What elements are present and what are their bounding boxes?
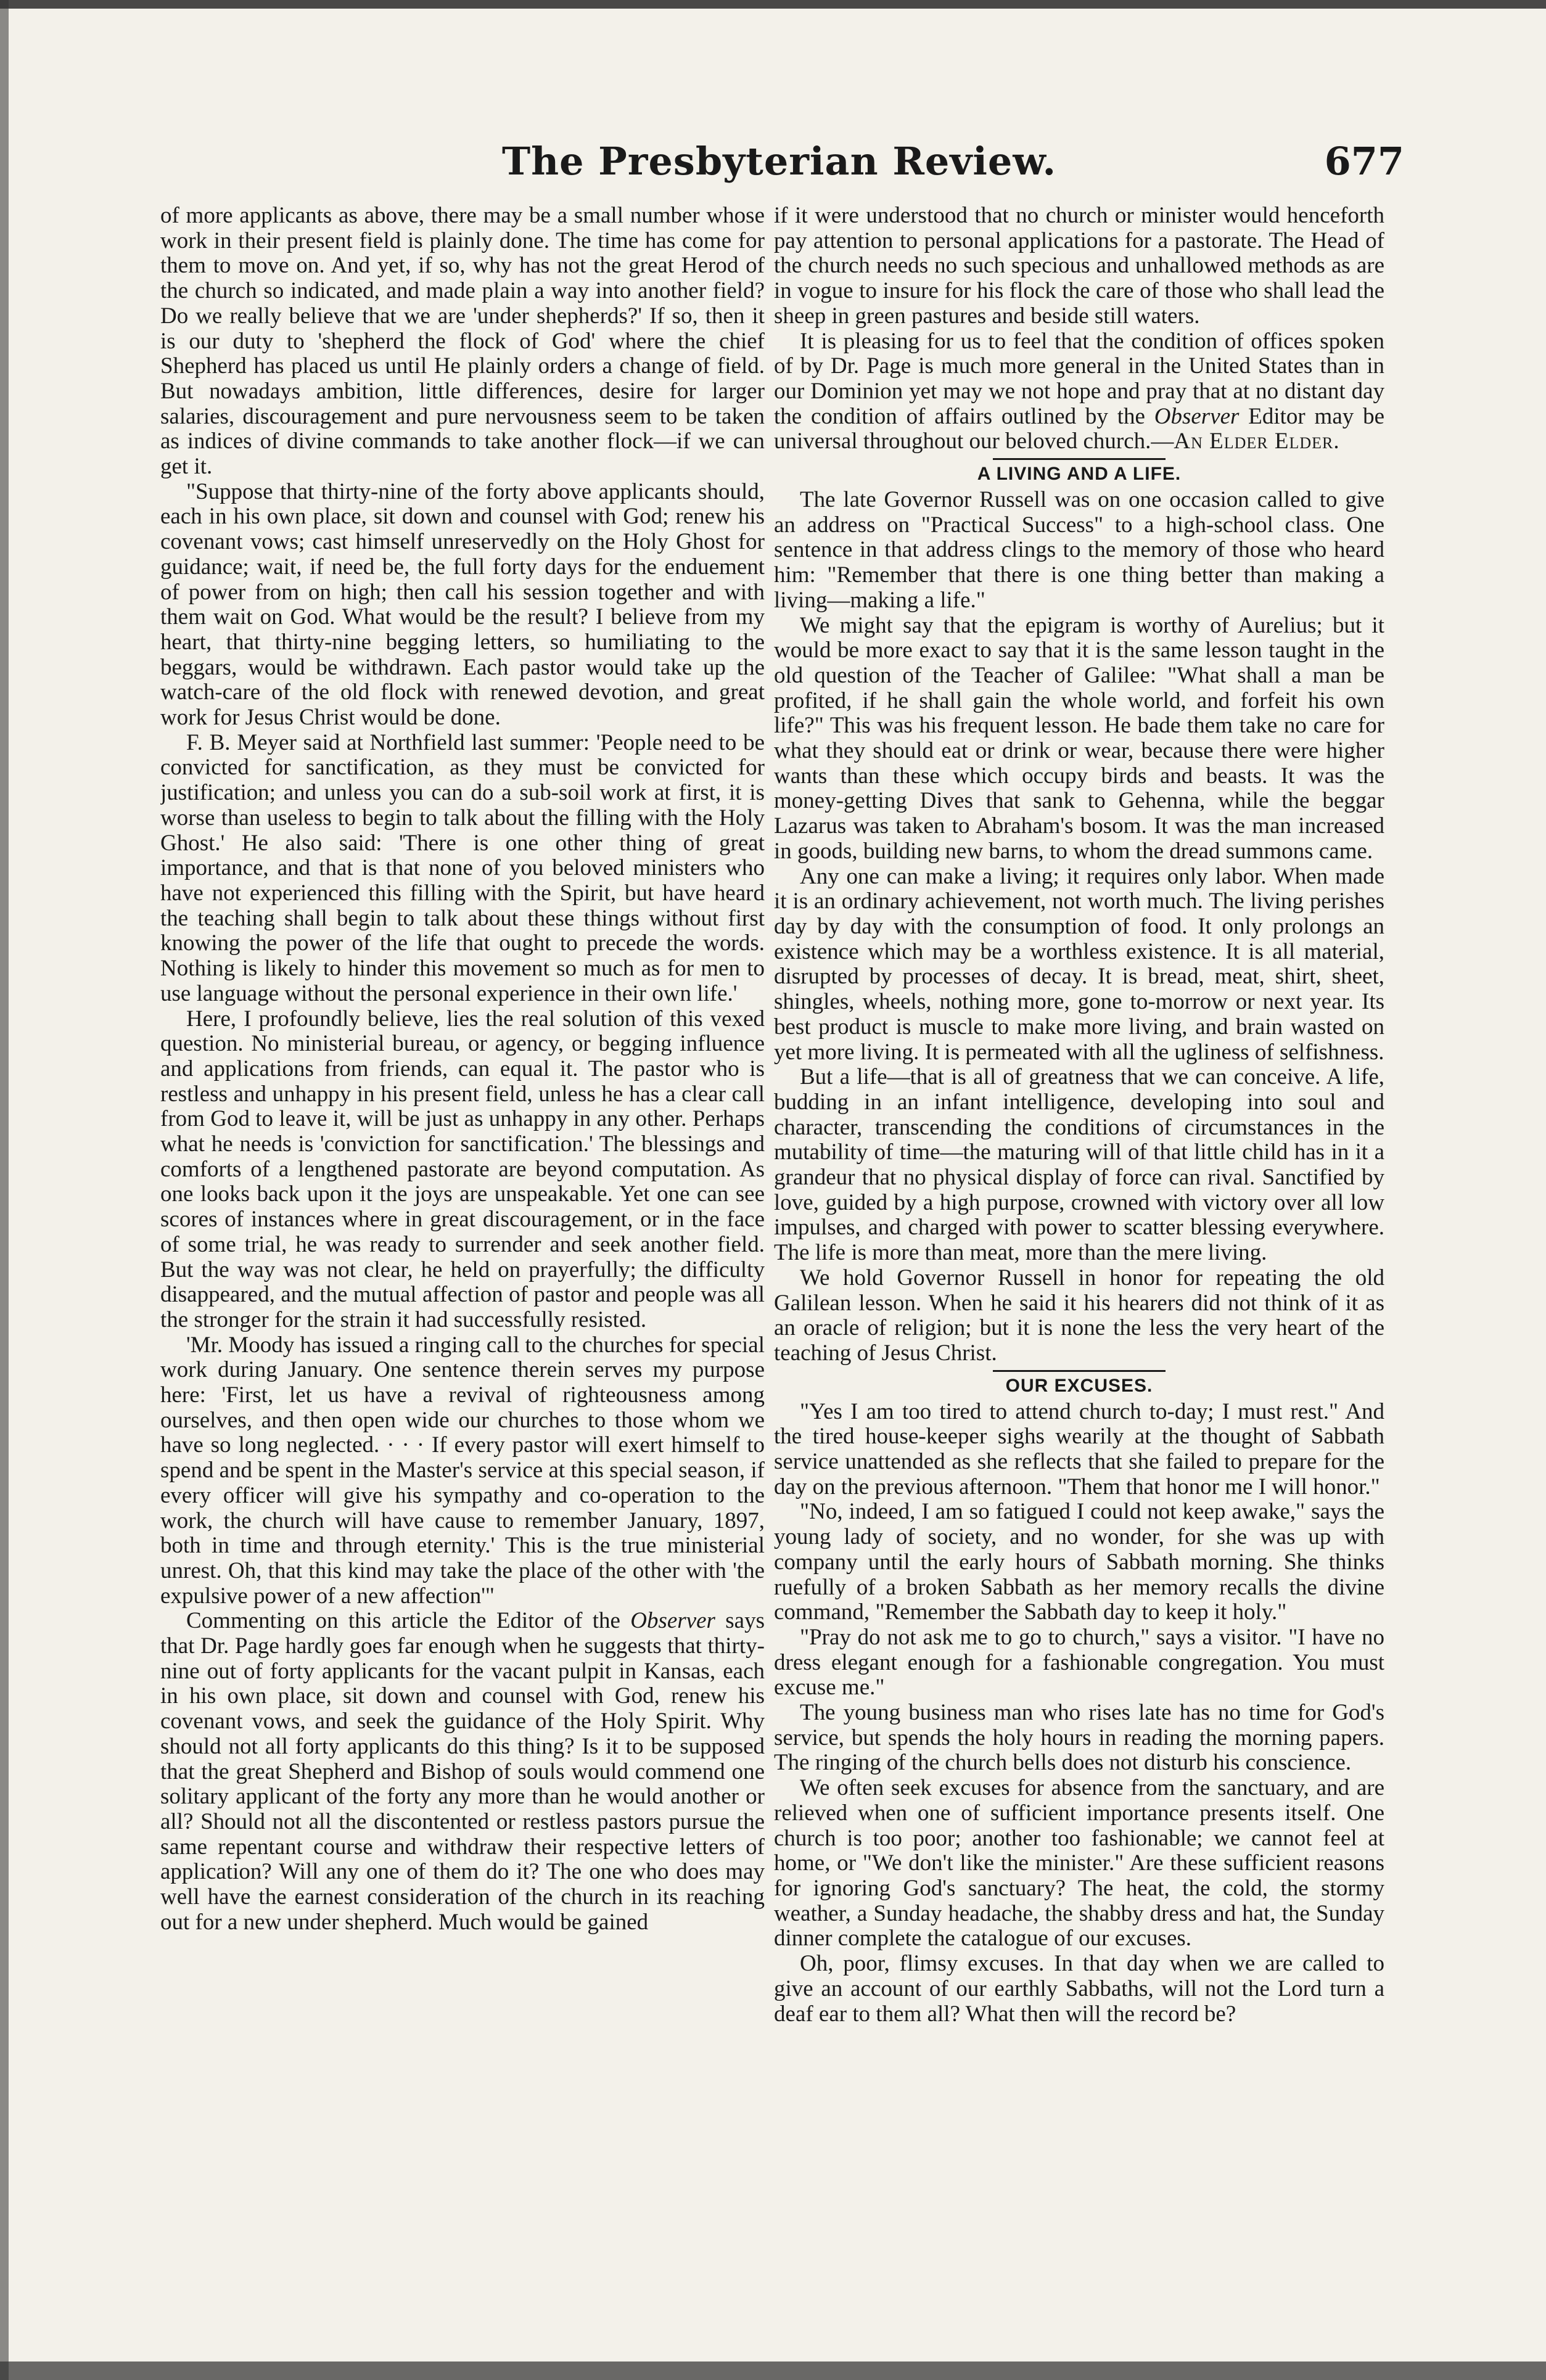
scan-bottom-edge bbox=[0, 2362, 1546, 2380]
paragraph: But a life—that is all of greatness that we can conceive. A life, budding in an infant intelligence, developing into soul and character, transcending the conditions of circumstances in the mutability of time—the maturing will of that little child has in it a grandeur that no physical display of force can rival. Sanctified by love, guided by a high purpose, crowned with victory over all low impulses, and charged with power to scatter blessing everywhere. The life is more than meat, more than the mere living. bbox=[774, 1064, 1384, 1266]
section-heading bbox=[774, 1370, 1384, 1398]
paragraph: Any one can make a living; it requires only labor. When made it is an ordinary achievement, not worth much. The living perishes day by day with the consumption of food. It only prolongs an existence which may be a worthless existence. It is all material, disrupted by processes of decay. It is bread, meat, shirt, sheet, shingles, wheels, nothing more, gone to-morrow or next year. Its best product is muscle to make more living, and brain wasted on yet more living. It is permeated with all the ugliness of selfishness. bbox=[774, 863, 1384, 1065]
paragraph: We hold Governor Russell in honor for repeating the old Galilean lesson. When he said it his hearers did not think of it as an oracle of religion; but it is none the less the very heart of the teaching of Jesus Christ. bbox=[774, 1265, 1384, 1366]
paragraph: We might say that the epigram is worthy of Aurelius; but it would be more exact to say that it is the same lesson taught in the old question of the Teacher of Galilee: "What shall a man be profited, if he shall gain the whole world, and forfeit his own life?" This was his frequent lesson. He bade them take no care for what they should eat or drink or wear, because there were higher wants than these which occupy birds and beasts. It was the money-getting Dives that sank to Gehenna, while the beggar Lazarus was taken to Abraham's bosom. It was the man increased in goods, building new barns, to whom the dread summons came. bbox=[774, 612, 1384, 864]
heading-rule bbox=[993, 458, 1166, 460]
paragraph: of more applicants as above, there may be a small number whose work in their present field is plainly done. The time has come for them to move on. And yet, if so, why has not the great Herod of the church so indicated, and made plain a way into another field? Do we really believe that we are 'under shepherds?' If so, then it is our duty to 'shepherd the flock of God' where the chief Shepherd has placed us until He plainly orders a change of field. But nowadays ambition, little differences, desire for larger salaries, discouragement and pure nervousness seem to be taken as indices of divine commands to take another flock—if we can get it. bbox=[160, 203, 765, 480]
left-column bbox=[160, 203, 765, 2325]
text-run: Commenting on this article the Editor of the bbox=[186, 1608, 631, 1634]
paragraph: "No, indeed, I am so fatigued I could not keep awake," says the young lady of society, and no wonder, for she was up with company until the early hours of Sabbath morning. She thinks ruefully of a broken Sabbath as her memory recalls the divine command, "Remember the Sabbath day to keep it holy." bbox=[774, 1499, 1384, 1625]
paragraph: We often seek excuses for absence from the sanctuary, and are relieved when one of sufficient importance presents itself. One church is too poor; another too fashionable; we cannot feel at home, or "We don't like the minister." Are these sufficient reasons for ignoring God's sanctuary? The heat, the cold, the stormy weather, a Sunday headache, the shabby dress and hat, the Sunday dinner complete the catalogue of our excuses. bbox=[774, 1775, 1384, 1951]
text-run: says that Dr. Page hardly goes far enough when he suggests that thirty-nine out of forty applicants for the vacant pulpit in Kansas, each in his own place, sit down and counsel with God, renew his covenant vows, and seek the guidance of the Holy Spirit. Why should not all forty applicants do this thing? Is it to be supposed that the great Shepherd and Bishop of souls would commend one solitary applicant of the forty any more than he would another or all? Should not all the discontented or restless pastors pursue the same repentant course and withdraw their respective letters of application? Will any one of them do it? The one who does may well have the earnest consideration of the church in its reaching out for a new under shepherd. Much would be gained bbox=[160, 1608, 765, 1935]
italic-text: Observer bbox=[630, 1608, 715, 1634]
section-heading bbox=[774, 458, 1384, 486]
paragraph: Here, I profoundly believe, lies the real solution of this vexed question. No ministerial bureau, or agency, or begging influence and applications from friends, can equal it. The pastor who is restless and unhappy in his present field, unless he has a clear call from God to leave it, will be just as unhappy in any other. Perhaps what he needs is 'conviction for sanctification.' The blessings and comforts of a lengthened pastorate are beyond computation. As one looks back upon it the joys are unspeakable. Yet one can see scores of instances where in great discouragement, or in the face of some trial, he was ready to surrender and seek another field. But the way was not clear, he held on prayerfully; the difficulty disappeared, and the mutual affection of pastor and people was all the stronger for the strain it had successfully resisted. bbox=[160, 1006, 765, 1332]
text-run: It is pleasing for us to feel that the condition of offices spoken of by Dr. Page is much more general in the United States than in our Dominion yet may we not hope and pray that at no distant day the condition of affairs outlined by the bbox=[774, 328, 1384, 429]
paragraph: The young business man who rises late has no time for God's service, but spends the holy hours in reading the morning papers. The ringing of the church bells does not disturb his conscience. bbox=[774, 1700, 1384, 1776]
text-run: Editor may be universal throughout our beloved church.— bbox=[774, 403, 1384, 454]
paragraph: 'Mr. Moody has issued a ringing call to the churches for special work during January. One sentence therein serves my purpose here: 'First, let us have a revival of righteousness among ourselves, and then open wide our churches to those whom we have so long neglected. · · · If every pastor will exert himself to spend and be spent in the Master's service at this special season, if every officer will give his sympathy and co-operation to the work, the church will have cause to remember January, 1897, both in time and through eternity.' This is the true ministerial unrest. Oh, that this kind may take the place of the other with 'the expulsive power of a new affection'" bbox=[160, 1332, 765, 1609]
heading-text: OUR EXCUSES. bbox=[1005, 1375, 1153, 1396]
paragraph: F. B. Meyer said at Northfield last summer: 'People need to be convicted for sanctification, as they must be convicted for justification; and unless you can do a sub-soil work at first, it is worse than useless to begin to talk about the filling with the Holy Ghost.' He also said: 'There is one other thing of great importance, and that is that none of you beloved ministers who have not experienced this filling with the Spirit, but have heard the teaching shall begin to talk about these things without first knowing the power of the life that ought to precede the words. Nothing is likely to hinder this movement so much as for men to use language without the personal experience in their own life.' bbox=[160, 729, 765, 1006]
paragraph bbox=[774, 329, 1384, 455]
page-number: 677 bbox=[1324, 139, 1404, 184]
heading-rule bbox=[993, 1370, 1166, 1372]
paragraph: "Suppose that thirty-nine of the forty above applicants should, each in his own place, sit down and counsel with God; renew his covenant vows; cast himself unreservedly on the Holy Ghost for guidance; wait, if need be, the full forty days for the enduement of power from on high; then call his session together and with them wait on God. What would be the result? I believe from my heart, that thirty-nine begging letters, so humiliating to the beggars, would be withdrawn. Each pastor would take up the watch-care of the old flock with renewed devotion, and great work for Jesus Christ would be done. bbox=[160, 478, 765, 731]
paragraph: "Yes I am too tired to attend church to-day; I must rest." And the tired house-keeper sighs wearily at the thought of Sabbath service unattended as she reflects that she failed to prepare for the day on the previous afternoon. "Them that honor me I will honor." bbox=[774, 1398, 1384, 1500]
masthead-title: The Presbyterian Review. bbox=[501, 139, 1057, 184]
scan-left-edge bbox=[0, 0, 9, 2380]
paragraph: "Pray do not ask me to go to church," says a visitor. "I have no dress elegant enough for a fashionable congregation. You must excuse me." bbox=[774, 1624, 1384, 1701]
paragraph: if it were understood that no church or minister would henceforth pay attention to personal applications for a pastorate. The Head of the church needs no such specious and unhallowed methods as are in vogue to insure for his flock the care of those who shall lead the sheep in green pastures and beside still waters. bbox=[774, 203, 1384, 329]
paragraph: The late Governor Russell was on one occasion called to give an address on "Practical Success" to a high-school class. One sentence in that address clings to the memory of those who heard him: "Remember that there is one thing better than making a living—making a life." bbox=[774, 487, 1384, 613]
paragraph: Oh, poor, flimsy excuses. In that day when we are called to give an account of our earthly Sabbaths, will not the Lord turn a deaf ear to them all? What then will the record be? bbox=[774, 1951, 1384, 2027]
right-column bbox=[774, 203, 1384, 2325]
heading-text: A LIVING AND A LIFE. bbox=[977, 464, 1182, 485]
page-header bbox=[154, 139, 1404, 194]
italic-text: Observer bbox=[1154, 403, 1240, 429]
paragraph bbox=[160, 1609, 765, 1935]
scan-top-edge bbox=[0, 0, 1546, 9]
signature: An Elder Elder. bbox=[1174, 429, 1340, 454]
